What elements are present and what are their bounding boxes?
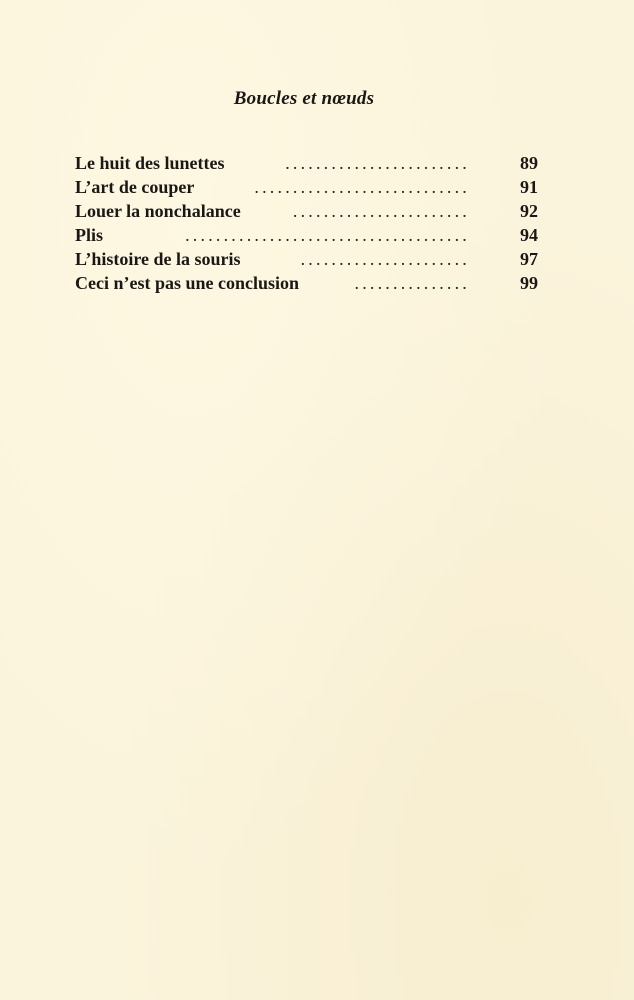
toc-entry-page: 92 xyxy=(520,201,538,221)
toc-leader-dots: ....................... xyxy=(292,201,470,221)
toc-entry xyxy=(75,271,538,295)
toc-entry-page: 89 xyxy=(520,153,538,173)
toc-entry-title: Plis xyxy=(75,225,104,245)
toc-leader-dots: ..................................... xyxy=(185,225,470,245)
section-title: Boucles et nœuds xyxy=(233,88,375,109)
toc-entry-page: 94 xyxy=(520,225,538,245)
toc-entry xyxy=(75,223,538,247)
toc-entry-page: 97 xyxy=(520,249,538,269)
toc-entry-title: L’art de couper xyxy=(75,177,195,197)
toc-entry xyxy=(75,247,538,271)
toc-entry xyxy=(75,151,538,175)
toc-entry-title: Louer la nonchalance xyxy=(75,201,241,221)
toc-entry-title: Le huit des lunettes xyxy=(75,153,225,173)
table-of-contents xyxy=(75,151,538,295)
toc-entry-page: 91 xyxy=(520,177,538,197)
toc-leader-dots: ........................ xyxy=(285,153,470,173)
toc-entry-title: Ceci n’est pas une conclusion xyxy=(75,273,300,293)
toc-entry xyxy=(75,199,538,223)
toc-leader-dots: ............................ xyxy=(254,177,470,197)
toc-leader-dots: ...................... xyxy=(300,249,470,269)
toc-entry-title: L’histoire de la souris xyxy=(75,249,241,269)
toc-entry-page: 99 xyxy=(520,273,538,293)
toc-entry xyxy=(75,175,538,199)
toc-leader-dots: ............... xyxy=(354,273,470,293)
